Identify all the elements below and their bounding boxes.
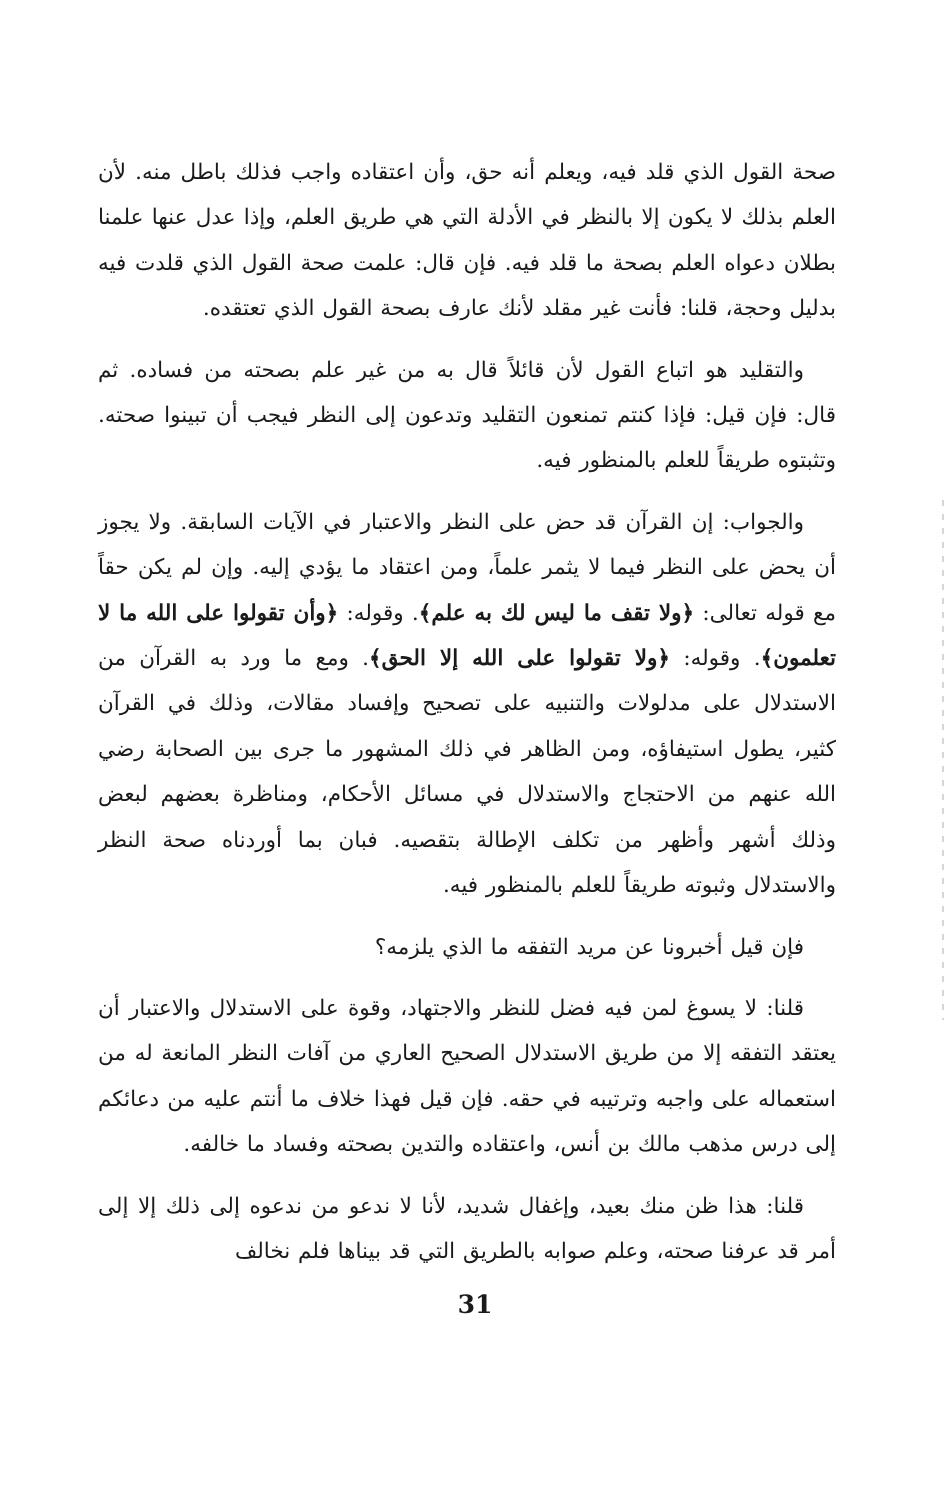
paragraph-6: قلنا: هذا ظن منك بعيد، وإغفال شديد، لأنا لا ندعو من ندعوه إلى ذلك إلا إلى أمر قد عرفنا صحته، وعلم صوابه بالطريق التي قد بيناها فلم نخالف [98, 1193, 836, 1264]
quran-quote-2: ﴿وأن تقولوا على الله ما لا تعلمون﴾ [98, 600, 836, 672]
paragraph-4: فإن قيل أخبرونا عن مريد التفقه ما الذي يلزمه؟ [374, 934, 804, 960]
paragraph-5: قلنا: لا يسوغ لمن فيه فضل للنظر والاجتهاد، وقوة على الاستدلال والاعتبار أن يعتقد التفقه إلا من طريق الاستدلال الصحيح العاري من آفات النظر المانعة له من استعماله على واجبه وترتيبه في حقه. فإن قيل فهذا خلاف ما أنتم عليه من دعائكم إلى درس مذهب مالك بن أنس، واعتقاده والتدين بصحته وفساد ما خالفه. [98, 995, 836, 1158]
scan-edge-mark [942, 500, 944, 1020]
paragraph-3-link-1: . وقوله: [346, 600, 419, 626]
quran-quote-1: ﴿ولا تقف ما ليس لك به علم﴾ [418, 600, 695, 626]
paragraph-3 [98, 500, 836, 909]
paragraph-2: والتقليد هو اتباع القول لأن قائلاً قال به من غير علم بصحته من فساده. ثم قال: فإن قيل: فإذا كنتم تمنعون التقليد وتدعون إلى النظر فيجب أن تبينوا صحته. وتثبتوه طريقاً للعلم بالمنظور فيه. [98, 357, 836, 474]
paragraph-1: صحة القول الذي قلد فيه، ويعلم أنه حق، وأن اعتقاده واجب فذلك باطل منه. لأن العلم بذلك لا يكون إلا بالنظر في الأدلة التي هي طريق العلم، وإذا عدل عنها علمنا بطلان دعواه العلم بصحة ما قلد فيه. فإن قال: علمت صحة القول الذي قلدت فيه بدليل وحجة، قلنا: فأنت غير مقلد لأنك عارف بصحة القول الذي تعتقده. [98, 160, 836, 322]
page-number: 31 [457, 1290, 493, 1319]
page-body [98, 150, 836, 1290]
paragraph-3-link-2: . وقوله: [683, 646, 761, 672]
paragraph-3-outro: . ومع ما ورد به القرآن من الاستدلال على مدلولات والتنبيه على تصحيح وإفساد مقالات، وذلك في القرآن كثير، يطول استيفاؤه، ومن الظاهر في ذلك المشهور ما جرى بين الصحابة رضي الله عنهم من الاحتجاج والاستدلال في مسائل الأحكام، ومناظرة بعضهم لبعض وذلك أشهر وأظهر من تكلف الإطالة بتقصيه. فبان بما أوردناه صحة النظر والاستدلال وثبوته طريقاً للعلم بالمنظور فيه. [98, 646, 836, 899]
paragraph-3-intro: والجواب: إن القرآن قد حض على النظر والاعتبار في الآيات السابقة. ولا يجوز أن يحض على النظر فيما لا يثمر علماً، ومن اعتقاد ما يؤدي إليه. وإن لم يكن حقاً مع قوله تعالى: [98, 509, 836, 626]
quran-quote-3: ﴿ولا تقولوا على الله إلا الحق﴾ [369, 646, 670, 672]
